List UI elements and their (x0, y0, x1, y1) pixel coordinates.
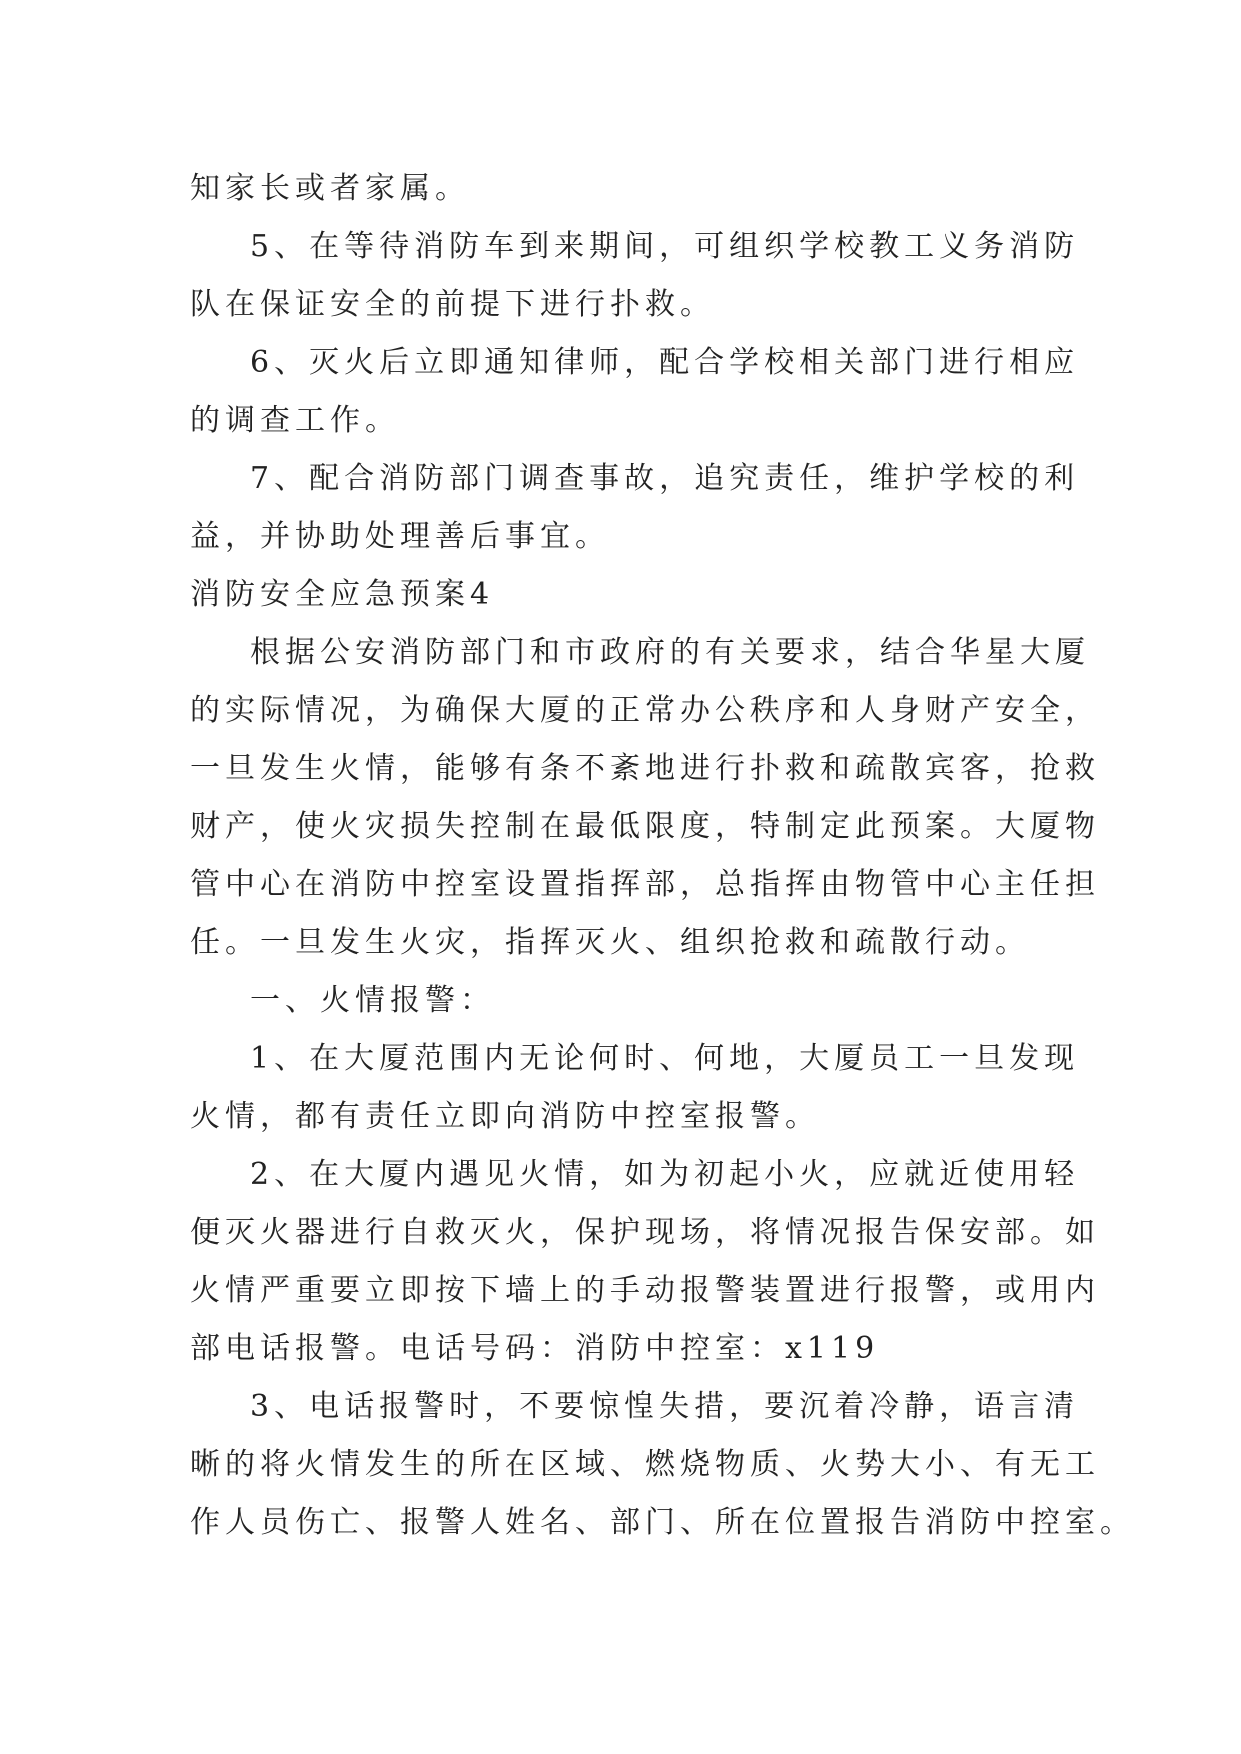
text-line: 5、在等待消防车到来期间，可组织学校教工义务消防 (250, 229, 1080, 264)
document-body (190, 160, 1135, 1552)
text-line: 便灭火器进行自救灭火，保护现场，将情况报告保安部。如 (190, 1215, 1100, 1250)
text-line: 部电话报警。电话号码：消防中控室：x119 (190, 1331, 880, 1366)
text-line: 1、在大厦范围内无论何时、何地，大厦员工一旦发现 (250, 1041, 1080, 1076)
text-line: 管中心在消防中控室设置指挥部，总指挥由物管中心主任担 (190, 867, 1100, 902)
text-line: 火情严重要立即按下墙上的手动报警装置进行报警，或用内 (190, 1273, 1100, 1308)
text-line: 的调查工作。 (190, 403, 400, 438)
text-line: 消防安全应急预案4 (190, 577, 495, 612)
text-line: 晰的将火情发生的所在区域、燃烧物质、火势大小、有无工 (190, 1447, 1100, 1482)
text-line: 7、配合消防部门调查事故，追究责任，维护学校的利 (250, 461, 1080, 496)
text-line: 6、灭火后立即通知律师，配合学校相关部门进行相应 (250, 345, 1080, 380)
text-line: 的实际情况，为确保大厦的正常办公秩序和人身财产安全， (190, 693, 1100, 728)
text-line: 2、在大厦内遇见火情，如为初起小火，应就近使用轻 (250, 1157, 1080, 1192)
text-line: 知家长或者家属。 (190, 171, 470, 206)
text-line: 任。一旦发生火灾，指挥灭火、组织抢救和疏散行动。 (190, 925, 1030, 960)
text-line: 作人员伤亡、报警人姓名、部门、所在位置报告消防中控室。 (190, 1505, 1135, 1540)
text-line: 根据公安消防部门和市政府的有关要求，结合华星大厦 (250, 635, 1090, 670)
text-line: 火情，都有责任立即向消防中控室报警。 (190, 1099, 820, 1134)
text-line: 一旦发生火情，能够有条不紊地进行扑救和疏散宾客，抢救 (190, 751, 1100, 786)
text-line: 队在保证安全的前提下进行扑救。 (190, 287, 715, 322)
text-line: 3、电话报警时，不要惊惶失措，要沉着冷静，语言清 (250, 1389, 1080, 1424)
text-line: 一、火情报警： (250, 983, 495, 1018)
text-line: 益，并协助处理善后事宜。 (190, 519, 610, 554)
text-line: 财产，使火灾损失控制在最低限度，特制定此预案。大厦物 (190, 809, 1100, 844)
